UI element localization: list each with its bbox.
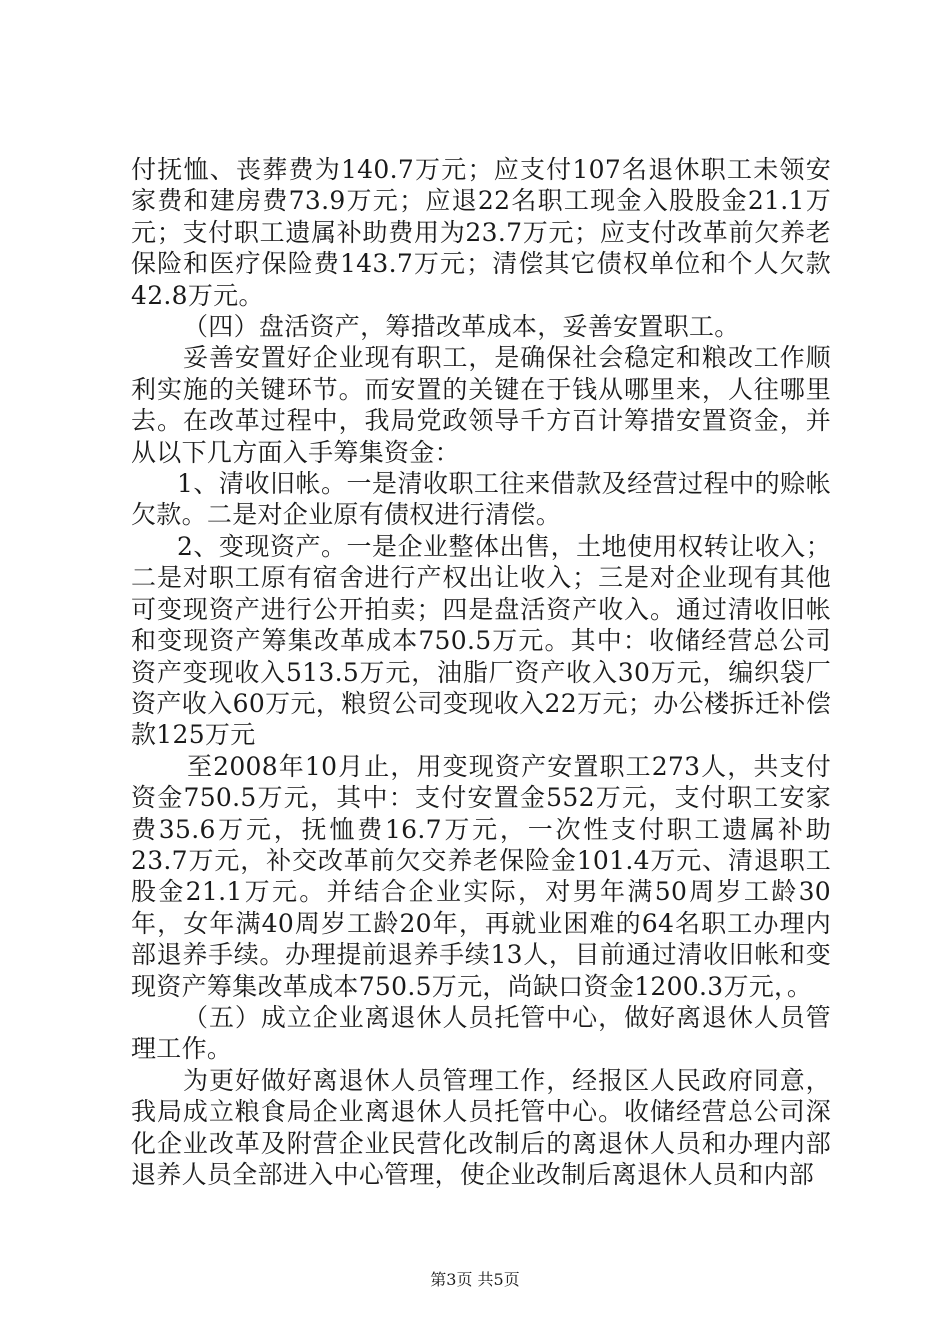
paragraph-4: 1、清收旧帐。一是清收职工往来借款及经营过程中的赊帐欠款。二是对企业原有债权进行清偿。: [131, 469, 831, 530]
section-heading-4: （四）盘活资产，筹措改革成本，妥善安置职工。: [183, 312, 740, 342]
paragraph-1: 付抚恤、丧葬费为140.7万元；应支付107名退休职工未领安家费和建房费73.9万元；应退22名职工现金入股股金21.1万元；支付职工遗属补助费用为23.7万元；应支付改革前欠养老保险和医疗保险费143.7万元；清偿其它债权单位和个人欠款42.8万元。: [131, 155, 831, 310]
paragraph-5: 2、变现资产。一是企业整体出售，土地使用权转让收入；二是对职工原有宿舍进行产权出让收入；三是对企业现有其他可变现资产进行公开拍卖；四是盘活资产收入。通过清收旧帐和变现资产筹集改革成本750.5万元。其中：收储经营总公司资产变现收入513.5万元，油脂厂资产收入30万元，编织袋厂资产收入60万元，粮贸公司变现收入22万元；办公楼拆迁补偿款125万元: [131, 531, 831, 750]
paragraph-3: 妥善安置好企业现有职工，是确保社会稳定和粮改工作顺利实施的关键环节。而安置的关键在于钱从哪里来，人往哪里去。在改革过程中，我局党政领导千方百计筹措安置资金，并从以下几方面入手筹集资金：: [131, 343, 831, 467]
paragraph-8: 为更好做好离退休人员管理工作，经报区人民政府同意，我局成立粮食局企业离退休人员托管中心。收储经营总公司深化企业改革及附营企业民营化改制后的离退休人员和办理内部退养人员全部进入中心管理，使企业改制后离退休人员和内部: [131, 1065, 831, 1189]
page-footer: 第3页 共5页: [430, 1270, 520, 1289]
paragraph-6: 至2008年10月止，用变现资产安置职工273人，共支付资金750.5万元，其中：支付安置金552万元，支付职工安家费35.6万元，抚恤费16.7万元，一次性支付职工遗属补助23.7万元，补交改革前欠交养老保险金101.4万元、清退职工股金21.1万元。并结合企业实际，对男年满50周岁工龄30年，女年满40周岁工龄20年，再就业困难的64名职工办理内部退养手续。办理提前退养手续13人，目前通过清收旧帐和变现资产筹集改革成本750.5万元，尚缺口资金1200.3万元，。: [131, 751, 831, 1001]
section-heading-5: （五）成立企业离退休人员托管中心，做好离退休人员管理工作。: [131, 1002, 831, 1064]
document-body: [131, 154, 831, 1190]
